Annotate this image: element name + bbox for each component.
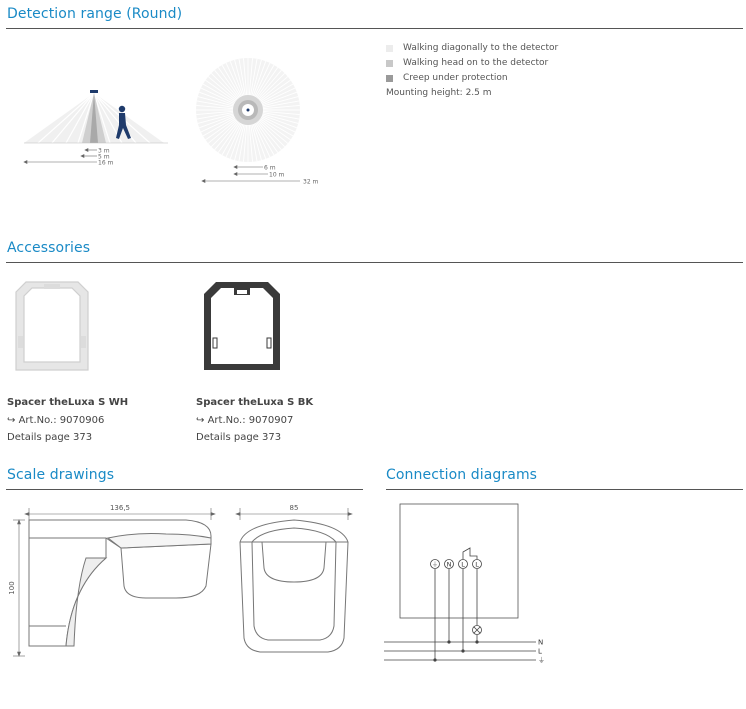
side-view-diagram [18,85,178,170]
terminal-label: L [461,560,465,569]
side-dist-3m: 3 m [98,147,110,155]
section-title-scale: Scale drawings [7,467,115,483]
dim-width-side: 136,5 [109,504,131,512]
legend-label: Creep under protection [403,73,508,83]
side-dist-16m: 16 m [98,159,114,167]
mounting-height: Mounting height: 2.5 m [386,88,492,98]
art-number-text: Art.No.: 9070906 [18,415,105,426]
accessory-details[interactable]: Details page 373 [196,432,282,443]
section-rule [6,489,363,490]
line-label-earth: ⏚ [538,656,545,665]
top-dist-10m: 10 m [269,171,285,179]
legend-swatch [386,45,393,52]
accessory-art-number [7,415,104,426]
device-box [400,504,518,618]
side-dist-5m: 5 m [98,153,110,161]
terminal-label: L [475,560,479,569]
accessory-art-number [196,415,293,426]
legend-swatch [386,75,393,82]
legend-item [386,71,558,86]
accessory-name: Spacer theLuxa S BK [196,397,314,408]
legend-item [386,56,558,71]
terminal-label: ⏚ [431,560,439,569]
line-label-n: N [538,638,544,647]
dim-width-front: 85 [289,504,299,512]
art-number-text: Art.No.: 9070907 [207,415,294,426]
arrow-icon: ↪ [7,415,16,426]
legend-label: Walking head on to the detector [403,58,549,68]
legend-swatch [386,60,393,67]
section-title-accessories: Accessories [7,240,91,256]
top-dist-32m: 32 m [303,178,319,186]
legend-item [386,41,558,56]
section-rule [6,28,743,29]
spacer-black-image [196,278,288,384]
scale-drawing-front [232,498,362,663]
section-title-connection: Connection diagrams [386,467,538,483]
detection-legend [386,41,558,101]
dim-height: 100 [8,581,16,595]
line-label-l: L [538,647,542,656]
legend-label: Walking diagonally to the detector [403,43,559,53]
top-view-diagram [190,58,325,188]
accessory-name: Spacer theLuxa S WH [7,397,129,408]
section-rule [386,489,743,490]
terminal-label: N [446,560,452,569]
spacer-white-image [6,278,98,384]
section-rule [6,262,743,263]
connection-diagram [384,496,546,672]
arrow-icon: ↪ [196,415,205,426]
scale-drawing-side [6,498,226,663]
accessory-details[interactable]: Details page 373 [7,432,93,443]
section-title-detection: Detection range (Round) [7,6,183,22]
top-dist-6m: 6 m [264,164,276,172]
